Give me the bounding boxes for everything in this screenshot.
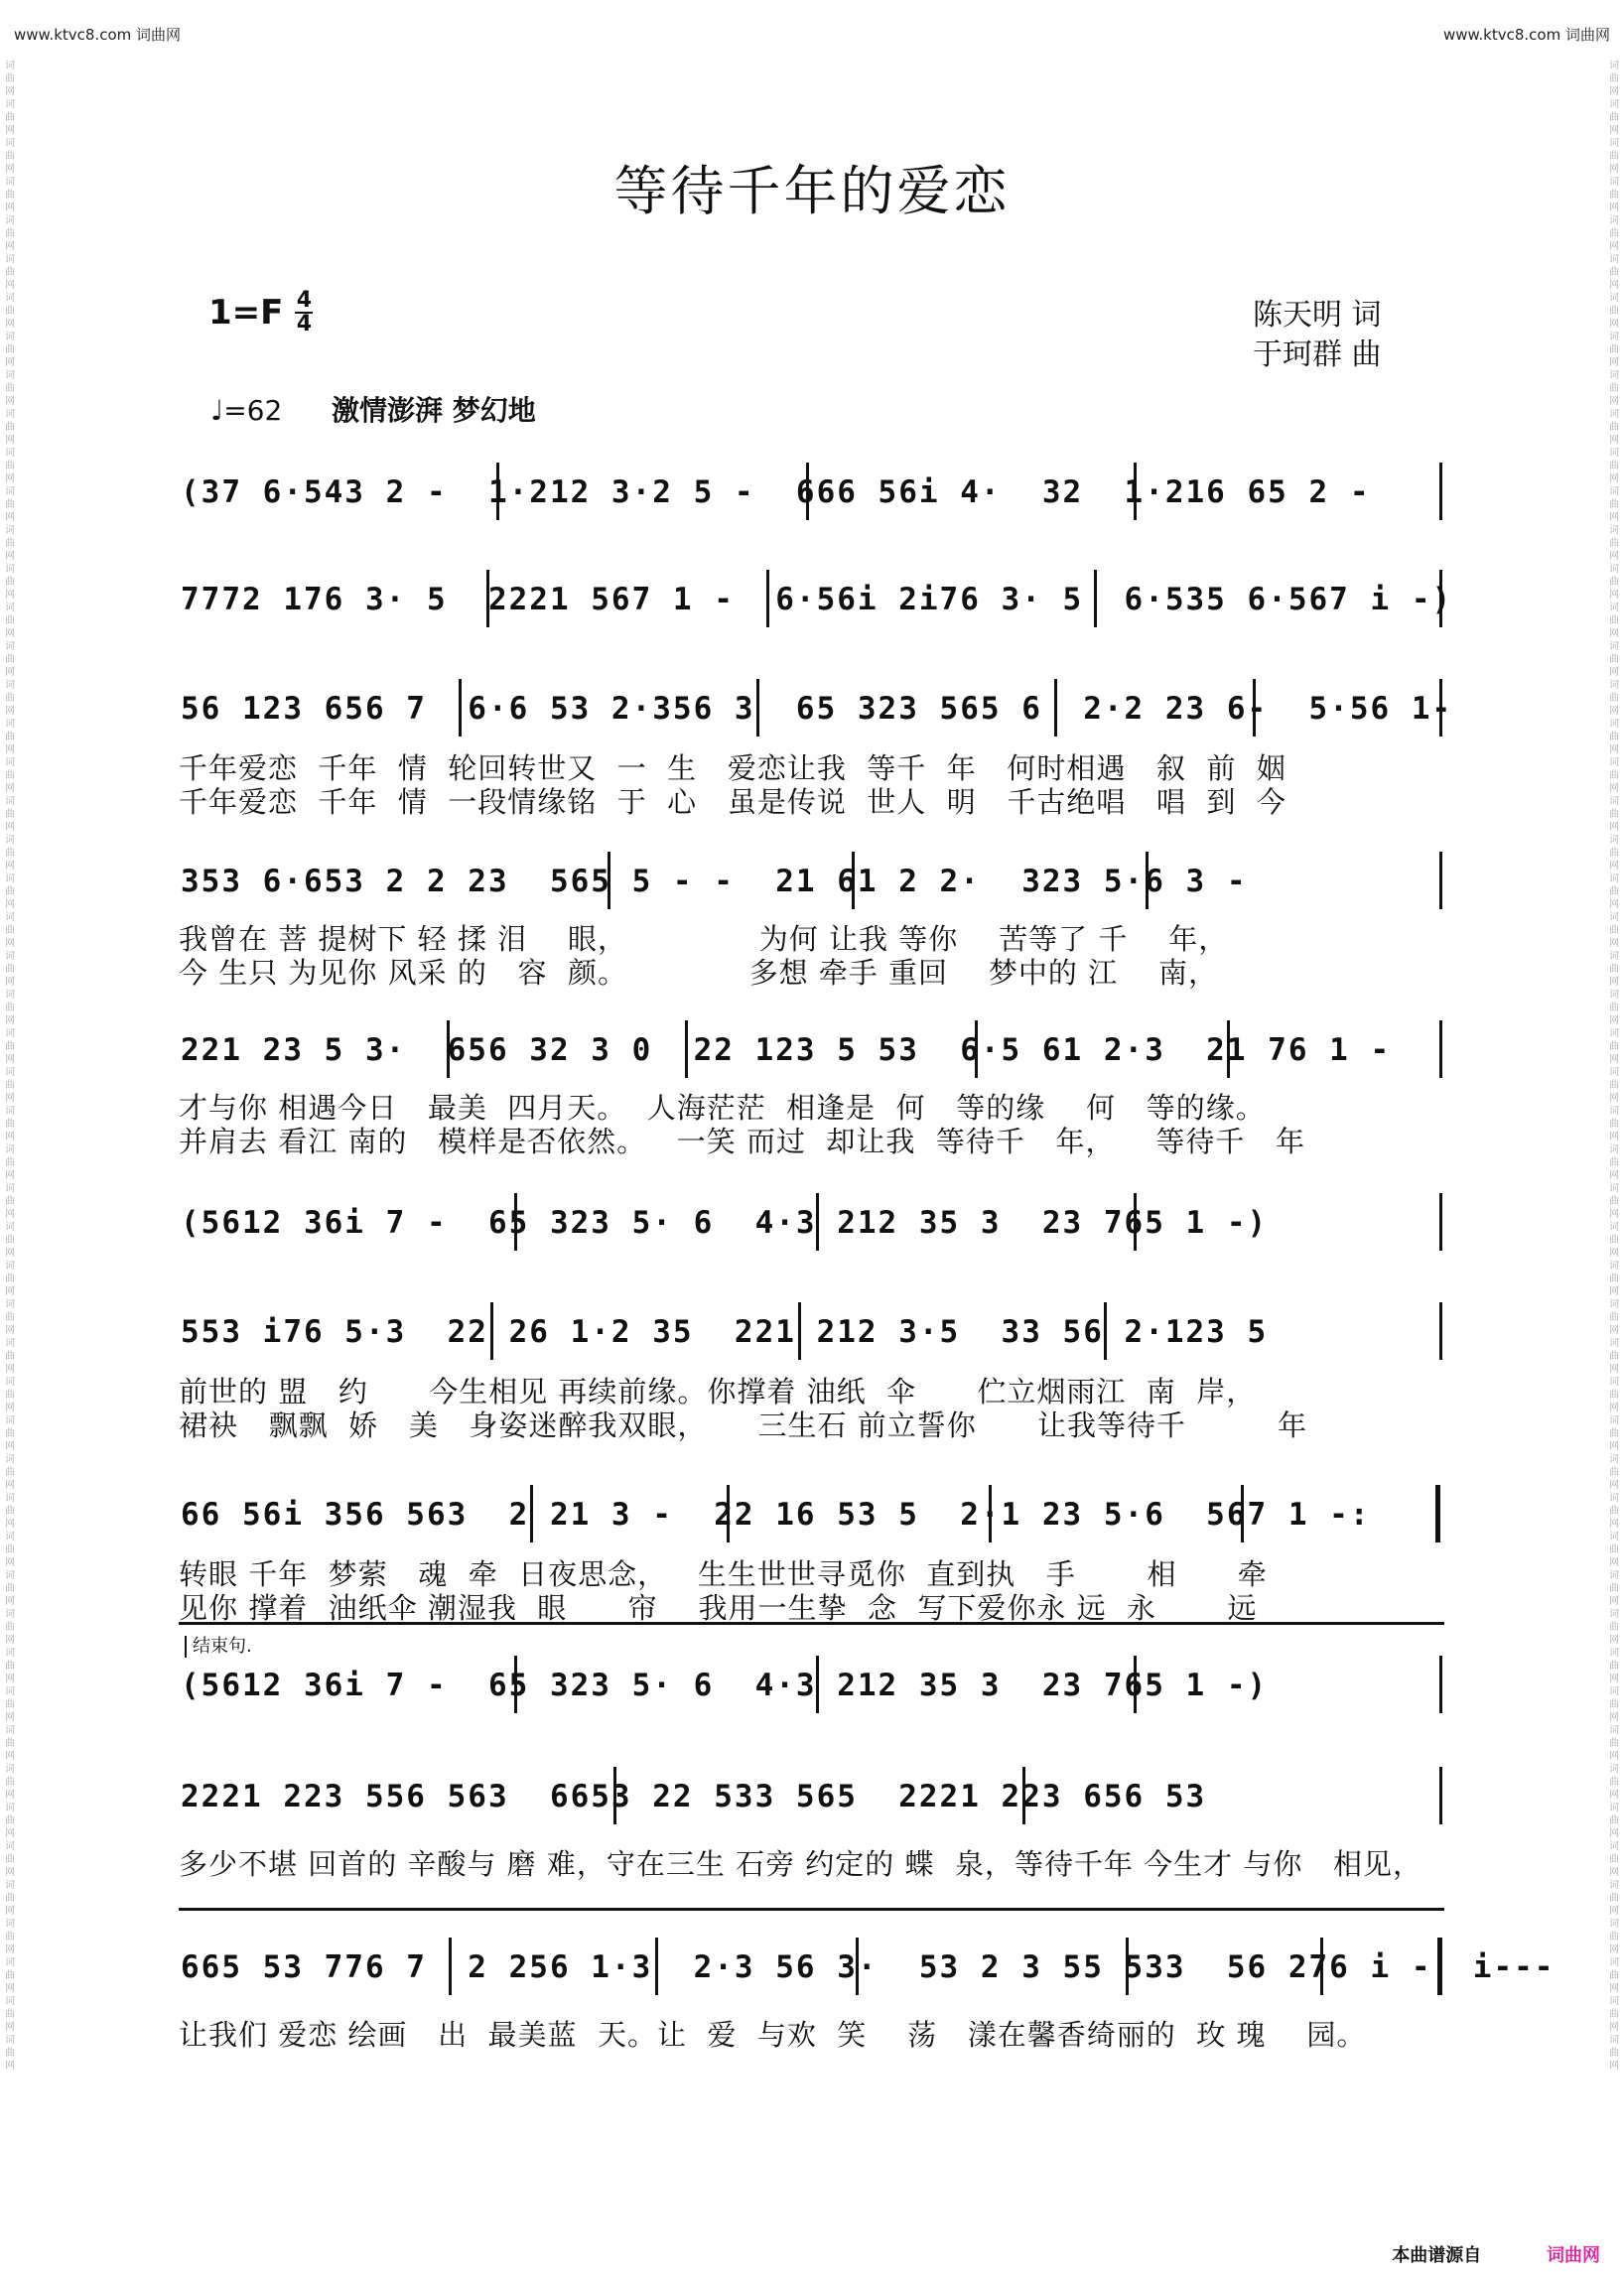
tempo-marking	[210, 389, 536, 429]
expression-text: 激情澎湃 梦幻地	[332, 394, 536, 427]
notation-line: 7772 176 3· 5 2221 567 1 - 6·56i 2i76 3· 5 6·535 6·567 i -)	[181, 582, 1453, 617]
credits	[1253, 296, 1382, 375]
side-watermark-left: 词曲网词曲网词曲网词曲网词曲网词曲网词曲网词曲网词曲网词曲网词曲网词曲网词曲网词曲网词曲网词曲网词曲网词曲网词曲网词曲网词曲网词曲网词曲网词曲网词曲网词曲网词曲网词曲网词曲网词曲网词曲网词曲网词曲网词曲网词曲网词曲网词曲网词曲网词曲网词曲网词曲网词曲网词曲网词曲网词曲网词曲网词曲网词曲网词曲网词曲网词曲网词曲网	[5, 61, 15, 2072]
barline	[496, 463, 499, 520]
barline	[613, 1767, 616, 1824]
barline	[1104, 1302, 1107, 1360]
notation-line: 66 56i 356 563 2 21 3 - 22 16 53 5 2·1 23 5·6 567 1 -:	[181, 1497, 1371, 1533]
barline	[1439, 852, 1442, 909]
barline	[655, 1938, 658, 1995]
notation-line: 2221 223 556 563 6653 22 533 565 2221 223 656 53	[181, 1779, 1207, 1814]
barline	[1439, 1302, 1442, 1360]
barline	[1439, 1656, 1442, 1713]
barline	[514, 1656, 517, 1713]
staff-system-10	[181, 1779, 1441, 1834]
notation-line: 221 23 5 3· 656 32 3 0 22 123 5 53 6·5 61 2·3 21 76 1 -	[181, 1032, 1392, 1068]
barline	[1022, 1767, 1025, 1824]
final-barline	[1437, 1938, 1442, 1995]
lyric-line-3b: 千年爱恋 千年 情 一段情缘铭 于 心 虽是传说 世人 明 千古绝唱 唱 到 今	[179, 785, 1286, 819]
barline	[1094, 570, 1097, 627]
composer-credit: 于珂群 曲	[1253, 337, 1382, 372]
staff-system-6	[181, 1205, 1441, 1261]
lyric-line-3a: 千年爱恋 千年 情 轮回转世又 一 生 爱恋让我 等千 年 何时相遇 叙 前 姻	[179, 751, 1286, 785]
barline	[1054, 679, 1057, 737]
barline	[447, 1020, 450, 1078]
lyric-line-4b: 今 生只 为见你 风采 的 容 颜。 多想 牵手 重回 梦中的 江 南，	[179, 956, 1218, 990]
staff-system-4	[181, 864, 1441, 919]
footer-attribution	[1392, 2241, 1600, 2267]
barline	[727, 1485, 730, 1542]
barline	[1134, 463, 1137, 520]
notation-line: 665 53 776 7 2 256 1·3 2·3 56 3· 53 2 3 55 533 56 276 i - i---	[181, 1949, 1556, 1985]
barline	[1439, 1767, 1442, 1824]
barline	[1439, 679, 1442, 737]
lyric-line-11: 让我们 爱恋 绘画 出 最美蓝 天。让 爱 与欢 笑 荡 漾在馨香绮丽的 玫 瑰 园。	[179, 2018, 1367, 2052]
lyric-line-5b: 并肩去 看江 南的 模样是否依然。 一笑 而过 却让我 等待千 年， 等待千 年	[179, 1125, 1306, 1158]
time-signature	[295, 290, 313, 335]
barline	[530, 1485, 533, 1542]
barline	[685, 1020, 688, 1078]
key-label: 1=F	[208, 293, 284, 333]
notation-line: (5612 36i 7 - 65 323 5· 6 4·3 212 35 3 23 765 1 -)	[181, 1668, 1269, 1703]
staff-system-3	[181, 691, 1453, 746]
notation-line: (5612 36i 7 - 65 323 5· 6 4·3 212 35 3 23 765 1 -)	[181, 1205, 1269, 1241]
lyric-line-7b: 裙袂 飘飘 娇 美 身姿迷醉我双眼， 三生石 前立誓你 让我等待千 年	[179, 1408, 1307, 1442]
lyric-line-8a: 转眼 千年 梦萦 魂 牵 日夜思念， 生生世世寻觅你 直到执 手 相 牵	[179, 1557, 1268, 1591]
barline	[1241, 1485, 1244, 1542]
barline	[514, 1193, 517, 1251]
time-denominator: 4	[296, 312, 313, 336]
staff-system-7	[181, 1314, 1441, 1370]
staff-system-5	[181, 1032, 1441, 1088]
section-rule	[179, 1622, 1444, 1625]
barline	[798, 1302, 801, 1360]
lyric-line-7a: 前世的 盟 约 今生相见 再续前缘。你撑着 油纸 伞 伫立烟雨江 南 岸，	[179, 1375, 1257, 1408]
lyric-line-10: 多少不堪 回首的 辛酸与 磨 难，守在三生 石旁 约定的 蝶 泉，等待千年 今生才 与你 相见，	[179, 1847, 1423, 1881]
header-site-left: www.ktvc8.com 词曲网	[14, 26, 182, 44]
barline	[1134, 1193, 1137, 1251]
ending-label	[185, 1632, 252, 1658]
notation-line: 56 123 656 7 6·6 53 2·356 3 65 323 565 6 2·2 23 6- 5·56 1-	[181, 691, 1453, 727]
notation-line: 353 6·653 2 2 23 565 5 - - 21 61 2 2· 323 5·6 3 -	[181, 864, 1248, 899]
barline	[459, 679, 462, 737]
barline	[852, 852, 855, 909]
ending-text: 结束句.	[193, 1636, 252, 1657]
barline	[1439, 570, 1442, 627]
lyric-line-4a: 我曾在 菩 提树下 轻 揉 泪 眼， 为何 让我 等你 苦等了 千 年，	[179, 922, 1229, 956]
tempo-value: ♩=62	[210, 394, 283, 427]
barline	[1320, 1938, 1323, 1995]
source-label: 本曲谱源自	[1392, 2245, 1482, 2266]
barline	[975, 1020, 978, 1078]
staff-system-9	[181, 1668, 1441, 1723]
staff-system-11	[181, 1949, 1556, 2005]
barline	[989, 1485, 992, 1542]
lyricist-credit: 陈天明 词	[1253, 298, 1382, 333]
barline	[1146, 852, 1149, 909]
lyric-line-5a: 才与你 相遇今日 最美 四月天。 人海茫茫 相逢是 何 等的缘 何 等的缘。	[179, 1091, 1266, 1125]
brand-logo[interactable]: 词曲网	[1547, 2245, 1600, 2266]
section-rule	[179, 1908, 1444, 1911]
barline	[1227, 1020, 1230, 1078]
notation-line: (37 6·543 2 - 1·212 3·2 5 - 666 56i 4· 32 1·216 65 2 -	[181, 474, 1371, 510]
barline	[1253, 679, 1256, 737]
barline	[490, 1302, 493, 1360]
side-watermark-right: 词曲网词曲网词曲网词曲网词曲网词曲网词曲网词曲网词曲网词曲网词曲网词曲网词曲网词曲网词曲网词曲网词曲网词曲网词曲网词曲网词曲网词曲网词曲网词曲网词曲网词曲网词曲网词曲网词曲网词曲网词曲网词曲网词曲网词曲网词曲网词曲网词曲网词曲网词曲网词曲网词曲网词曲网词曲网词曲网词曲网词曲网词曲网词曲网词曲网词曲网词曲网词曲网	[1609, 61, 1619, 2072]
barline	[856, 1938, 859, 1995]
song-title: 等待千年的爱恋	[613, 160, 1011, 222]
header-site-right: www.ktvc8.com 词曲网	[1442, 26, 1610, 44]
barline	[1439, 1193, 1442, 1251]
barline	[1126, 1938, 1129, 1995]
barline	[756, 679, 759, 737]
repeat-barline	[1435, 1485, 1440, 1542]
notation-line: 553 i76 5·3 22 26 1·2 35 221 212 3·5 33 56 2·123 5	[181, 1314, 1269, 1350]
lyric-line-8b: 见你 撑着 油纸伞 潮湿我 眼 帘 我用一生挚 念 写下爱你永 远 永 远	[179, 1591, 1258, 1625]
barline	[816, 1656, 819, 1713]
staff-system-8	[181, 1497, 1441, 1552]
barline	[806, 463, 809, 520]
staff-system-1	[181, 474, 1441, 530]
barline	[608, 852, 610, 909]
barline	[1439, 463, 1442, 520]
barline	[766, 570, 769, 627]
barline	[486, 570, 489, 627]
barline	[449, 1938, 452, 1995]
barline	[816, 1193, 819, 1251]
staff-system-2	[181, 582, 1453, 637]
key-signature	[208, 290, 313, 335]
barline	[1134, 1656, 1137, 1713]
barline	[1439, 1020, 1442, 1078]
time-numerator: 4	[296, 288, 313, 313]
